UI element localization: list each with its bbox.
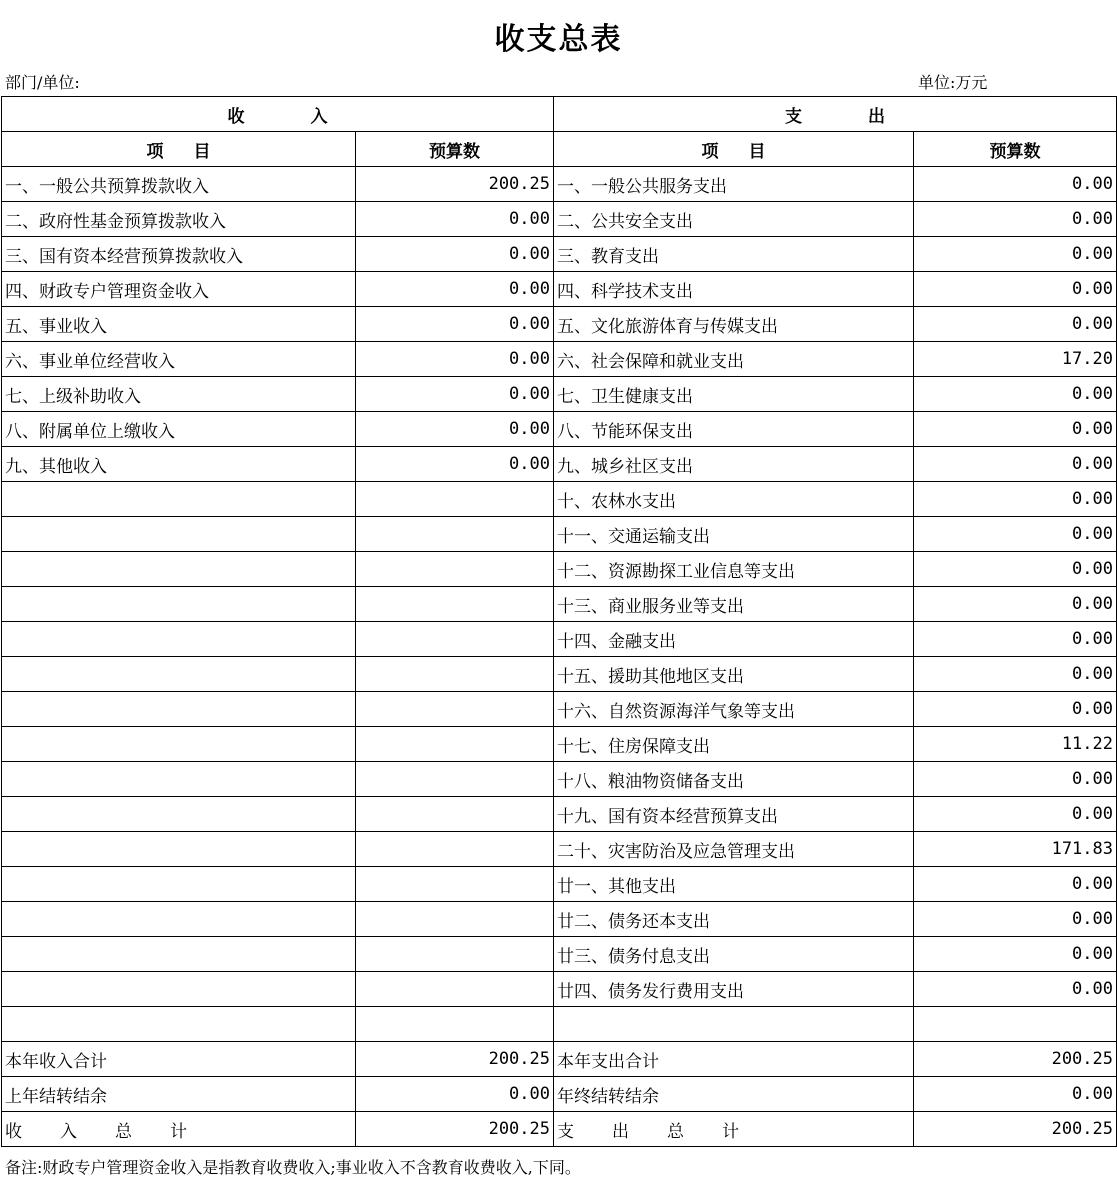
income-value: 0.00 [356,202,554,237]
expense-budget-header: 预算数 [914,132,1117,167]
income-value [356,832,554,867]
expense-total-value: 200.25 [914,1112,1117,1147]
expense-total-char: 支 [557,1121,574,1142]
expense-value: 0.00 [914,692,1117,727]
table-row [2,622,1117,657]
table-row [2,902,1117,937]
table-row [2,832,1117,867]
carry-in-value: 0.00 [356,1077,554,1112]
income-value [356,762,554,797]
expense-item: 十四、金融支出 [554,622,914,657]
expense-item: 九、城乡社区支出 [554,447,914,482]
income-item [2,867,356,902]
income-item: 六、事业单位经营收入 [2,342,356,377]
expense-item: 廿一、其他支出 [554,867,914,902]
table-row [2,692,1117,727]
expense-item: 十、农林水支出 [554,482,914,517]
expense-item: 廿四、债务发行费用支出 [554,972,914,1007]
year-total-row [2,1042,1117,1077]
unit-label: 单位:万元 [918,73,988,92]
column-header-row [2,132,1117,167]
income-value [356,482,554,517]
income-value [356,797,554,832]
dept-label: 部门/单位: [5,73,80,92]
expense-header-char: 支 [785,106,802,127]
expense-value: 0.00 [914,972,1117,1007]
item-header-char: 目 [193,141,211,162]
item-header-char: 项 [146,141,164,162]
table-row [2,972,1117,1007]
income-value [356,622,554,657]
expense-item: 五、文化旅游体育与传媒支出 [554,307,914,342]
income-item [2,657,356,692]
income-value: 0.00 [356,237,554,272]
expense-item: 廿三、债务付息支出 [554,937,914,972]
table-row [2,762,1117,797]
year-income-label: 本年收入合计 [2,1042,356,1077]
expense-value: 171.83 [914,832,1117,867]
income-item [2,797,356,832]
income-value [356,1007,554,1042]
income-value [356,902,554,937]
income-value [356,692,554,727]
table-row [2,482,1117,517]
carry-out-value: 0.00 [914,1077,1117,1112]
expense-value: 0.00 [914,307,1117,342]
expense-value: 0.00 [914,902,1117,937]
income-total-char: 计 [170,1121,187,1142]
income-value [356,517,554,552]
expense-item: 十二、资源勘探工业信息等支出 [554,552,914,587]
expense-item: 四、科学技术支出 [554,272,914,307]
expense-item: 七、卫生健康支出 [554,377,914,412]
income-value [356,867,554,902]
income-value: 0.00 [356,272,554,307]
budget-table [1,96,1117,1147]
income-item: 四、财政专户管理资金收入 [2,272,356,307]
grand-total-row [2,1112,1117,1147]
income-value: 0.00 [356,412,554,447]
page-title: 收支总表 [494,22,623,57]
income-item: 二、政府性基金预算拨款收入 [2,202,356,237]
expense-item: 六、社会保障和就业支出 [554,342,914,377]
income-item [2,972,356,1007]
expense-value: 0.00 [914,867,1117,902]
income-item [2,622,356,657]
income-item: 一、一般公共预算拨款收入 [2,167,356,202]
table-row [2,727,1117,762]
income-item [2,1007,356,1042]
income-total-value: 200.25 [356,1112,554,1147]
table-row [2,867,1117,902]
income-item [2,552,356,587]
expense-item [554,1007,914,1042]
table-row [2,1007,1117,1042]
expense-value: 0.00 [914,412,1117,447]
income-value: 200.25 [356,167,554,202]
table-row [2,272,1117,307]
income-total-char: 入 [60,1121,77,1142]
income-item [2,832,356,867]
year-expense-value: 200.25 [914,1042,1117,1077]
carry-in-label: 上年结转结余 [2,1077,356,1112]
income-item: 三、国有资本经营预算拨款收入 [2,237,356,272]
expense-value: 0.00 [914,447,1117,482]
income-section-header [2,97,554,132]
expense-value: 0.00 [914,622,1117,657]
income-item [2,587,356,622]
table-row [2,797,1117,832]
income-item [2,937,356,972]
expense-item: 三、教育支出 [554,237,914,272]
income-budget-header: 预算数 [356,132,554,167]
income-item [2,762,356,797]
income-total-char: 收 [5,1121,22,1142]
carry-out-label: 年终结转结余 [554,1077,914,1112]
table-row [2,552,1117,587]
income-item [2,727,356,762]
expense-total-label [554,1112,914,1147]
income-value: 0.00 [356,342,554,377]
income-item [2,482,356,517]
table-row [2,237,1117,272]
income-value [356,937,554,972]
expense-section-header [554,97,1117,132]
expense-item: 十五、援助其他地区支出 [554,657,914,692]
expense-header-char: 出 [868,106,885,127]
income-total-char: 总 [115,1121,132,1142]
year-income-value: 200.25 [356,1042,554,1077]
income-value [356,657,554,692]
income-item [2,692,356,727]
expense-item-header [554,132,914,167]
expense-value: 0.00 [914,237,1117,272]
expense-value: 0.00 [914,762,1117,797]
income-item: 九、其他收入 [2,447,356,482]
table-row [2,412,1117,447]
income-value [356,727,554,762]
expense-item: 十一、交通运输支出 [554,517,914,552]
expense-item: 十三、商业服务业等支出 [554,587,914,622]
expense-total-char: 计 [722,1121,739,1142]
income-item: 七、上级补助收入 [2,377,356,412]
footnote: 备注:财政专户管理资金收入是指教育收费收入;事业收入不含教育收费收入,下同。 [5,1158,581,1177]
table-row [2,202,1117,237]
table-row [2,167,1117,202]
table-row [2,517,1117,552]
income-value: 0.00 [356,377,554,412]
income-item-header [2,132,356,167]
table-row [2,657,1117,692]
carry-row [2,1077,1117,1112]
income-header-char: 收 [227,106,245,127]
expense-total-char: 总 [667,1121,684,1142]
income-total-label [2,1112,356,1147]
expense-value [914,1007,1117,1042]
expense-value: 0.00 [914,587,1117,622]
expense-value: 0.00 [914,657,1117,692]
income-value: 0.00 [356,447,554,482]
expense-value: 0.00 [914,797,1117,832]
item-header-char: 目 [748,141,766,162]
expense-value: 0.00 [914,377,1117,412]
expense-item: 一、一般公共服务支出 [554,167,914,202]
table-row [2,447,1117,482]
income-value [356,552,554,587]
expense-total-char: 出 [612,1121,629,1142]
income-item [2,902,356,937]
expense-item: 廿二、债务还本支出 [554,902,914,937]
expense-value: 0.00 [914,272,1117,307]
income-value [356,972,554,1007]
expense-item: 十八、粮油物资储备支出 [554,762,914,797]
expense-item: 十六、自然资源海洋气象等支出 [554,692,914,727]
table-row [2,342,1117,377]
expense-value: 0.00 [914,167,1117,202]
table-row [2,377,1117,412]
income-item [2,517,356,552]
expense-value: 0.00 [914,552,1117,587]
table-row [2,587,1117,622]
expense-item: 十七、住房保障支出 [554,727,914,762]
item-header-char: 项 [701,141,719,162]
expense-value: 11.22 [914,727,1117,762]
expense-value: 0.00 [914,202,1117,237]
income-item: 五、事业收入 [2,307,356,342]
year-expense-label: 本年支出合计 [554,1042,914,1077]
expense-item: 十九、国有资本经营预算支出 [554,797,914,832]
expense-value: 0.00 [914,517,1117,552]
income-value: 0.00 [356,307,554,342]
section-header-row [2,97,1117,132]
table-row [2,307,1117,342]
table-row [2,937,1117,972]
expense-item: 八、节能环保支出 [554,412,914,447]
income-header-char: 入 [310,106,328,127]
expense-value: 17.20 [914,342,1117,377]
expense-item: 二、公共安全支出 [554,202,914,237]
expense-value: 0.00 [914,937,1117,972]
expense-item: 二十、灾害防治及应急管理支出 [554,832,914,867]
income-value [356,587,554,622]
income-item: 八、附属单位上缴收入 [2,412,356,447]
expense-value: 0.00 [914,482,1117,517]
